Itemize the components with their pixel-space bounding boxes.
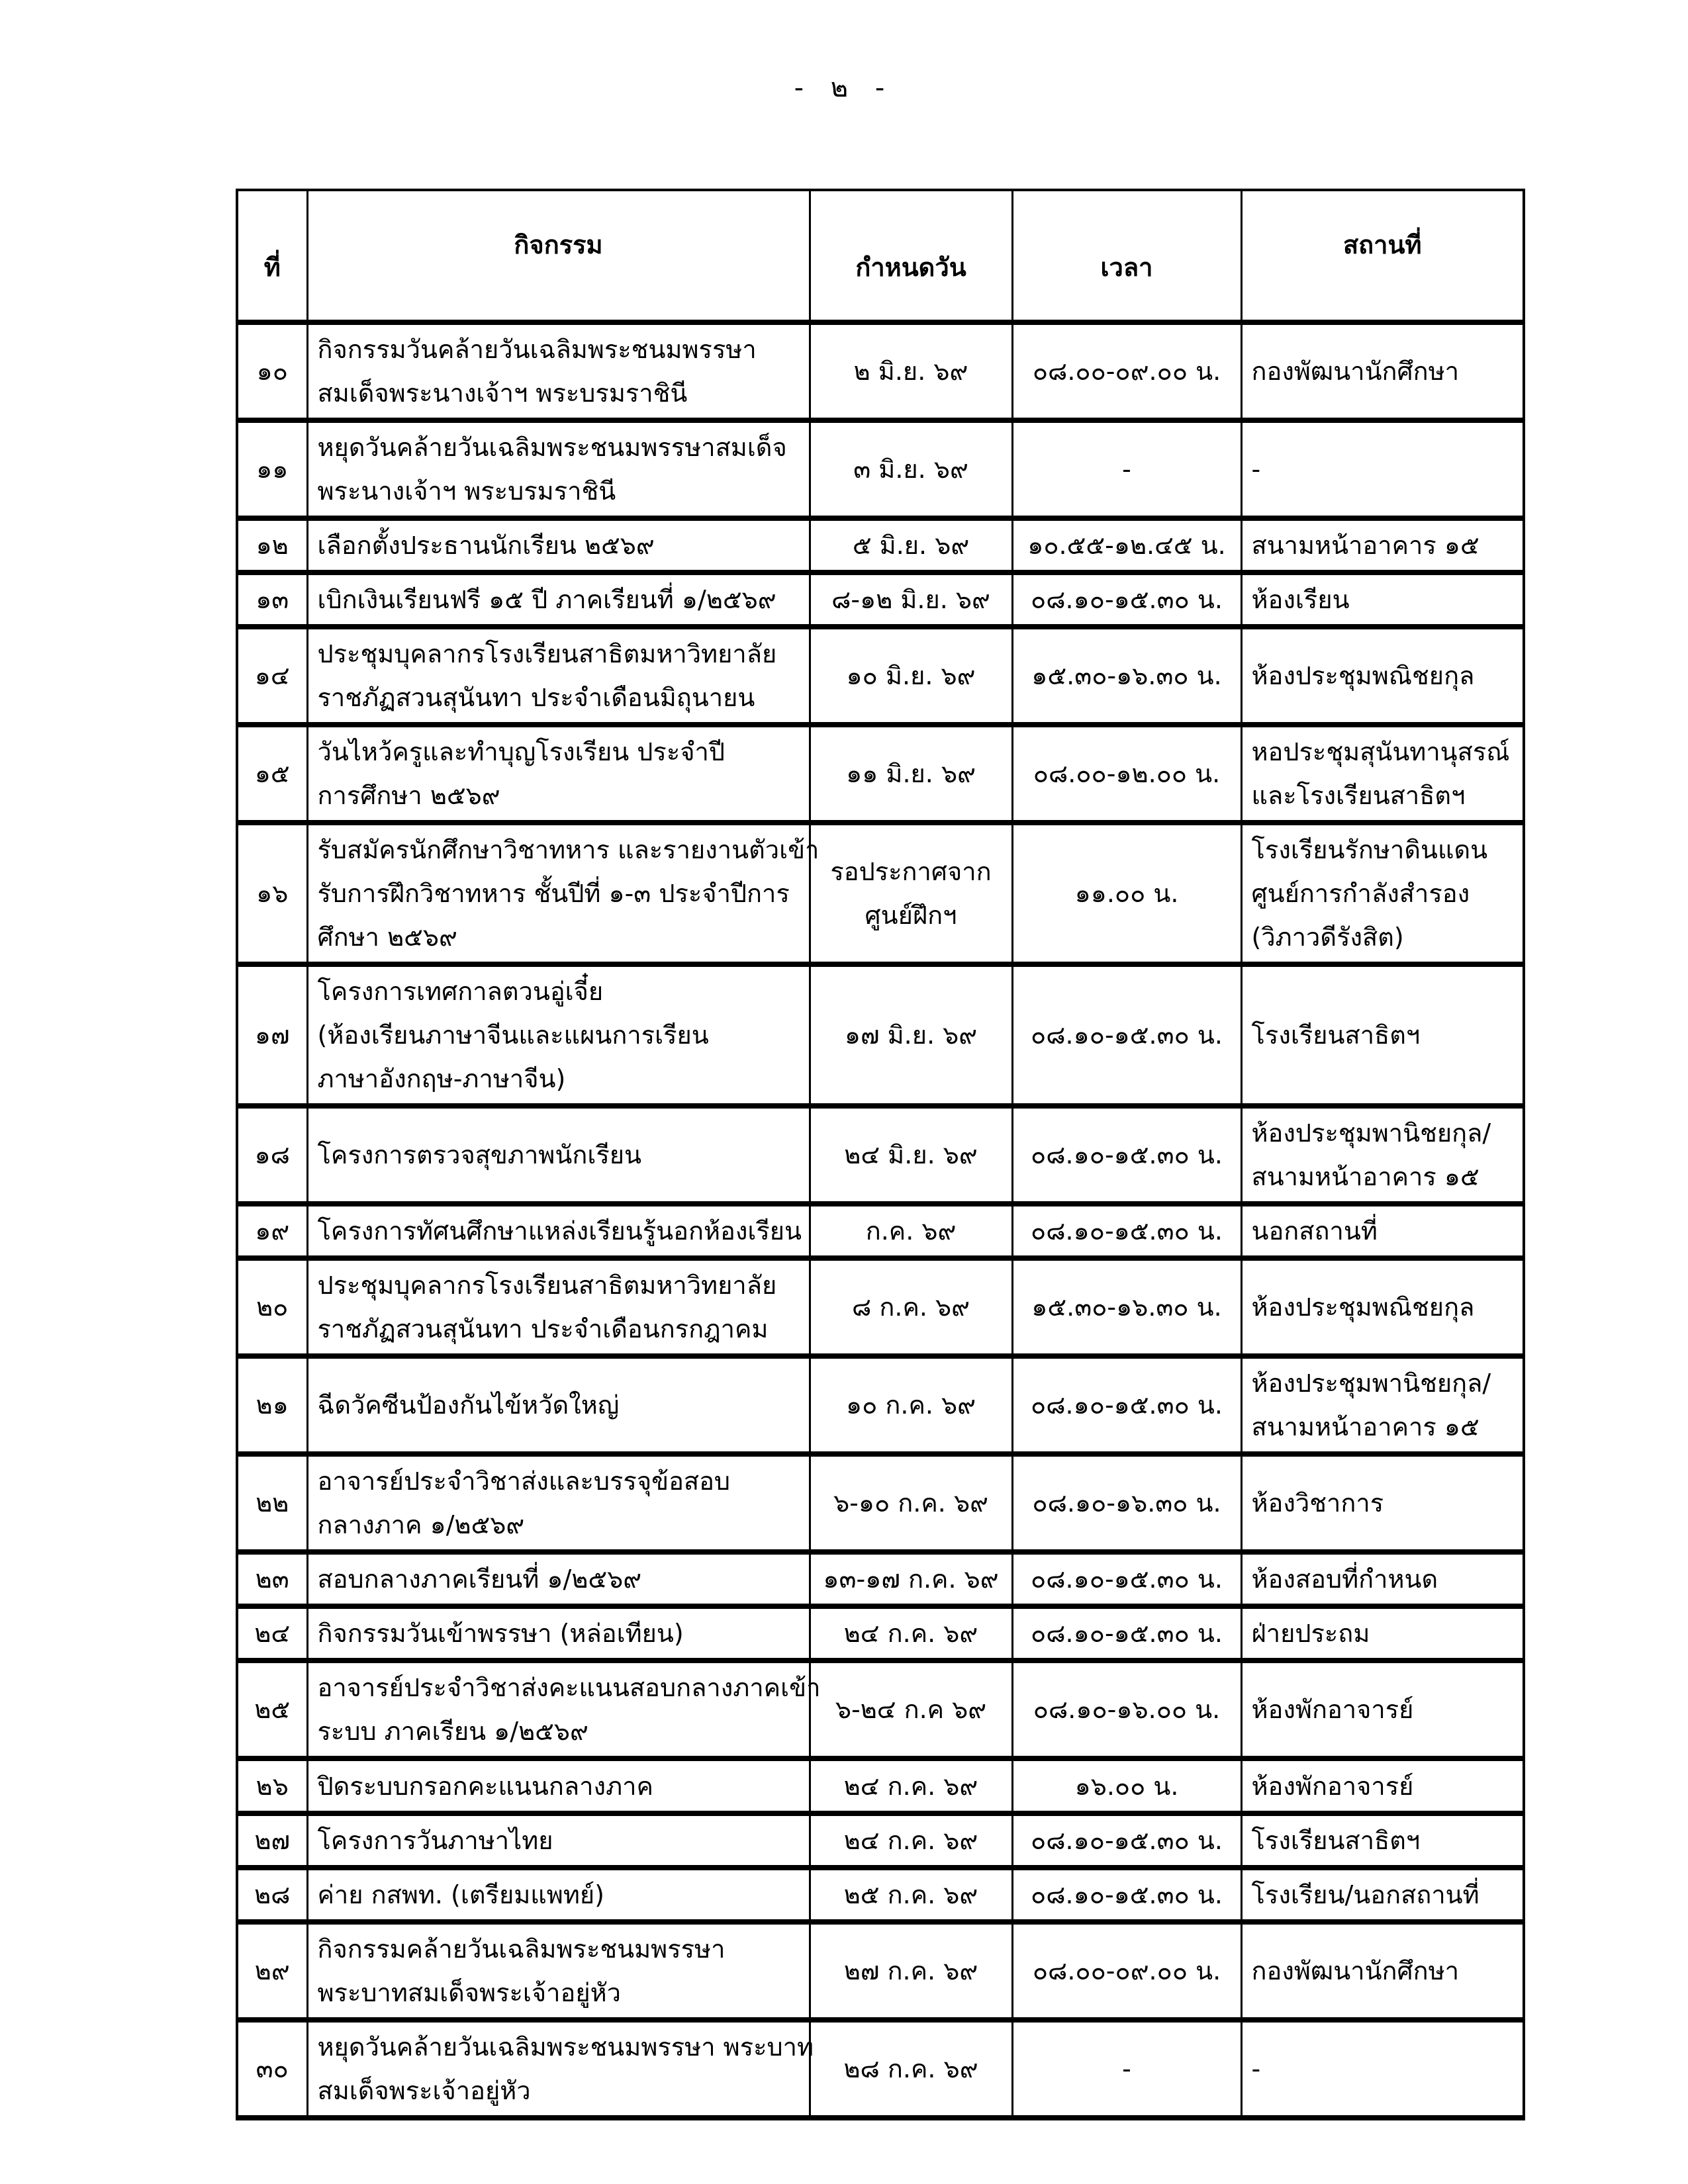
activity-text: อาจารย์ประจำวิชาส่งและบรรจุข้อสอบ <box>317 1467 731 1496</box>
activity-text: (ห้องเรียนภาษาจีนและแผนการเรียน <box>317 1021 709 1050</box>
date-text: ๖-๑๐ ก.ค. ๖๙ <box>833 1488 988 1518</box>
table-row <box>237 1922 1524 2020</box>
date-cell <box>810 420 1012 518</box>
place-text: ฝ่ายประถม <box>1251 1619 1370 1648</box>
time-cell: ๐๘.๐๐-๐๙.๐๐ น. <box>1012 322 1241 420</box>
activity-cell <box>307 420 810 518</box>
time-cell: ๐๘.๐๐-๐๙.๐๐ น. <box>1012 1922 1241 2020</box>
date-text: ๒๕ ก.ค. ๖๙ <box>843 1880 978 1909</box>
place-text: ห้องพักอาจารย์ <box>1251 1695 1414 1724</box>
activity-text: การศึกษา ๒๕๖๙ <box>317 781 500 810</box>
row-number: ๑๘ <box>237 1106 307 1204</box>
table-row <box>237 1606 1524 1661</box>
place-text: ห้องพักอาจารย์ <box>1251 1771 1414 1801</box>
date-cell <box>810 2020 1012 2118</box>
date-cell <box>810 1868 1012 1922</box>
place-text: โรงเรียน/นอกสถานที่ <box>1251 1880 1479 1909</box>
date-cell <box>810 1454 1012 1552</box>
table-body <box>237 322 1524 2118</box>
place-text: โรงเรียนสาธิตฯ <box>1251 1021 1421 1050</box>
activity-cell <box>307 1204 810 1258</box>
place-cell <box>1241 1204 1524 1258</box>
activity-cell <box>307 1606 810 1661</box>
activity-text: สอบกลางภาคเรียนที่ ๑/๒๕๖๙ <box>317 1565 642 1594</box>
activity-cell <box>307 1552 810 1606</box>
activity-text: ศึกษา ๒๕๖๙ <box>317 923 457 952</box>
table-row <box>237 627 1524 725</box>
place-cell <box>1241 1922 1524 2020</box>
place-text: ห้องวิชาการ <box>1251 1488 1384 1518</box>
date-text: ๒ มิ.ย. ๖๙ <box>853 357 968 386</box>
place-text: ห้องสอบที่กำหนด <box>1251 1565 1438 1594</box>
activity-text: กิจกรรมวันเข้าพรรษา (หล่อเทียน) <box>317 1619 684 1648</box>
place-text: โรงเรียนสาธิตฯ <box>1251 1826 1421 1855</box>
place-cell <box>1241 518 1524 572</box>
date-cell <box>810 725 1012 823</box>
date-cell <box>810 1758 1012 1813</box>
place-cell <box>1241 420 1524 518</box>
table-row <box>237 1661 1524 1758</box>
place-text: นอกสถานที่ <box>1251 1216 1378 1246</box>
time-cell: ๐๘.๑๐-๑๕.๓๐ น. <box>1012 1552 1241 1606</box>
table-row <box>237 1758 1524 1813</box>
place-cell <box>1241 1868 1524 1922</box>
row-number: ๒๔ <box>237 1606 307 1661</box>
table-row <box>237 322 1524 420</box>
row-number: ๑๕ <box>237 725 307 823</box>
place-text: กองพัฒนานักศึกษา <box>1251 1956 1460 1985</box>
header-time: เวลา <box>1012 190 1241 322</box>
date-cell <box>810 1204 1012 1258</box>
schedule-table <box>236 189 1525 2120</box>
activity-cell <box>307 1758 810 1813</box>
place-cell <box>1241 322 1524 420</box>
time-cell: ๑๖.๐๐ น. <box>1012 1758 1241 1813</box>
activity-cell <box>307 1356 810 1454</box>
date-cell <box>810 518 1012 572</box>
place-cell <box>1241 1552 1524 1606</box>
activity-cell <box>307 1106 810 1204</box>
table-row <box>237 964 1524 1106</box>
time-cell: ๐๘.๑๐-๑๕.๓๐ น. <box>1012 1813 1241 1868</box>
place-cell <box>1241 1258 1524 1356</box>
time-cell: - <box>1012 420 1241 518</box>
activity-cell <box>307 322 810 420</box>
place-text: ห้องประชุมพานิชยกุล/ <box>1251 1369 1491 1398</box>
row-number: ๒๖ <box>237 1758 307 1813</box>
place-text: สนามหน้าอาคาร ๑๕ <box>1251 1412 1479 1441</box>
place-text: กองพัฒนานักศึกษา <box>1251 357 1460 386</box>
date-cell <box>810 823 1012 964</box>
time-cell: ๐๘.๑๐-๑๖.๓๐ น. <box>1012 1454 1241 1552</box>
date-text: ๘ ก.ค. ๖๙ <box>851 1293 970 1322</box>
header-place: สถานที่ <box>1241 190 1524 322</box>
place-cell <box>1241 572 1524 627</box>
row-number: ๑๙ <box>237 1204 307 1258</box>
row-number: ๒๑ <box>237 1356 307 1454</box>
activity-text: โครงการเทศกาลตวนอู่เจี๋ย <box>317 977 604 1006</box>
date-text: ๑๓-๑๗ ก.ค. ๖๙ <box>823 1565 999 1594</box>
date-cell <box>810 1606 1012 1661</box>
activity-text: หยุดวันคล้ายวันเฉลิมพระชนมพรรษาสมเด็จ <box>317 433 787 462</box>
place-text: - <box>1251 455 1261 484</box>
time-cell: ๐๘.๐๐-๑๒.๐๐ น. <box>1012 725 1241 823</box>
date-text: ๒๗ ก.ค. ๖๙ <box>843 1956 978 1985</box>
activity-text: ประชุมบุคลากรโรงเรียนสาธิตมหาวิทยาลัย <box>317 1271 777 1300</box>
time-cell: - <box>1012 2020 1241 2118</box>
place-text: หอประชุมสุนันทานุสรณ์ <box>1251 737 1510 766</box>
date-text: ก.ค. ๖๙ <box>865 1216 957 1246</box>
table-row <box>237 823 1524 964</box>
place-text: ห้องประชุมพณิชยกุล <box>1251 1293 1475 1322</box>
activity-text: ฉีดวัคซีนป้องกันไข้หวัดใหญ่ <box>317 1390 620 1420</box>
date-cell <box>810 1356 1012 1454</box>
place-cell <box>1241 1106 1524 1204</box>
time-cell: ๑๕.๓๐-๑๖.๓๐ น. <box>1012 1258 1241 1356</box>
table-row <box>237 1106 1524 1204</box>
place-text: และโรงเรียนสาธิตฯ <box>1251 781 1466 810</box>
row-number: ๑๔ <box>237 627 307 725</box>
row-number: ๒๒ <box>237 1454 307 1552</box>
date-text: ๑๐ ก.ค. ๖๙ <box>845 1390 976 1420</box>
place-text: สนามหน้าอาคาร ๑๕ <box>1251 531 1479 560</box>
time-cell: ๐๘.๑๐-๑๕.๓๐ น. <box>1012 1106 1241 1204</box>
table-row <box>237 518 1524 572</box>
place-cell <box>1241 1758 1524 1813</box>
table-row <box>237 2020 1524 2118</box>
activity-text: ราชภัฏสวนสุนันทา ประจำเดือนมิถุนายน <box>317 683 755 712</box>
date-cell <box>810 1813 1012 1868</box>
activity-text: ปิดระบบกรอกคะแนนกลางภาค <box>317 1771 653 1801</box>
activity-cell <box>307 1454 810 1552</box>
date-text: ๒๔ มิ.ย. ๖๙ <box>844 1140 978 1169</box>
activity-cell <box>307 1661 821 1758</box>
row-number: ๑๖ <box>237 823 307 964</box>
row-number: ๒๓ <box>237 1552 307 1606</box>
header-date: กำหนดวัน <box>810 190 1012 322</box>
place-text: - <box>1251 2054 1261 2083</box>
place-text: สนามหน้าอาคาร ๑๕ <box>1251 1162 1479 1191</box>
time-cell: ๐๘.๑๐-๑๕.๓๐ น. <box>1012 572 1241 627</box>
activity-text: หยุดวันคล้ายวันเฉลิมพระชนมพรรษา พระบาท <box>317 2032 814 2062</box>
time-cell: ๑๕.๓๐-๑๖.๓๐ น. <box>1012 627 1241 725</box>
activity-cell <box>307 1258 810 1356</box>
header-activity: กิจกรรม <box>307 190 810 322</box>
date-cell <box>810 1552 1012 1606</box>
place-text: ห้องประชุมพณิชยกุล <box>1251 661 1475 690</box>
date-text: ๒๔ ก.ค. ๖๙ <box>843 1771 978 1801</box>
place-cell <box>1241 1661 1524 1758</box>
place-cell <box>1241 1454 1524 1552</box>
activity-cell <box>307 964 810 1106</box>
table-row <box>237 1454 1524 1552</box>
table-row <box>237 1552 1524 1606</box>
place-cell <box>1241 627 1524 725</box>
time-cell: ๑๐.๕๕-๑๒.๔๕ น. <box>1012 518 1241 572</box>
date-text: ๓ มิ.ย. ๖๙ <box>853 455 968 484</box>
place-text: (วิภาวดีรังสิต) <box>1251 923 1404 952</box>
table-row <box>237 1868 1524 1922</box>
date-text: รอประกาศจาก <box>830 857 992 886</box>
row-number: ๑๒ <box>237 518 307 572</box>
place-cell <box>1241 1356 1524 1454</box>
place-text: ห้องเรียน <box>1251 585 1350 614</box>
date-text: ๑๑ มิ.ย. ๖๙ <box>846 759 976 788</box>
time-cell: ๑๑.๐๐ น. <box>1012 823 1241 964</box>
activity-text: กลางภาค ๑/๒๕๖๙ <box>317 1510 525 1539</box>
place-text: ศูนย์การกำลังสำรอง <box>1251 879 1470 908</box>
time-cell: ๐๘.๑๐-๑๕.๓๐ น. <box>1012 1204 1241 1258</box>
activity-cell <box>307 1922 810 2020</box>
row-number: ๑๓ <box>237 572 307 627</box>
activity-cell <box>307 2020 814 2118</box>
activity-text: เลือกตั้งประธานนักเรียน ๒๕๖๙ <box>317 531 655 560</box>
activity-cell <box>307 627 810 725</box>
time-cell: ๐๘.๑๐-๑๕.๓๐ น. <box>1012 1606 1241 1661</box>
activity-text: สมเด็จพระเจ้าอยู่หัว <box>317 2076 531 2105</box>
row-number: ๒๕ <box>237 1661 307 1758</box>
time-cell: ๐๘.๑๐-๑๕.๓๐ น. <box>1012 1868 1241 1922</box>
activity-text: โครงการตรวจสุขภาพนักเรียน <box>317 1140 641 1169</box>
time-cell: ๐๘.๑๐-๑๕.๓๐ น. <box>1012 1356 1241 1454</box>
activity-cell <box>307 572 810 627</box>
date-text: ๒๔ ก.ค. ๖๙ <box>843 1619 978 1648</box>
table-row <box>237 1356 1524 1454</box>
table-row <box>237 1813 1524 1868</box>
activity-cell <box>307 1813 810 1868</box>
activity-text: ค่าย กสพท. (เตรียมแพทย์) <box>317 1880 604 1909</box>
activity-text: รับสมัครนักศึกษาวิชาทหาร และรายงานตัวเข้า <box>317 835 820 864</box>
activity-text: กิจกรรมคล้ายวันเฉลิมพระชนมพรรษา <box>317 1934 726 1964</box>
row-number: ๑๑ <box>237 420 307 518</box>
activity-text: อาจารย์ประจำวิชาส่งคะแนนสอบกลางภาคเข้า <box>317 1673 821 1702</box>
place-cell <box>1241 964 1524 1106</box>
date-text: ๑๐ มิ.ย. ๖๙ <box>846 661 976 690</box>
activity-text: วันไหว้ครูและทำบุญโรงเรียน ประจำปี <box>317 737 725 766</box>
place-cell <box>1241 823 1524 964</box>
date-text: ๖-๒๔ ก.ค ๖๙ <box>835 1695 987 1724</box>
activity-text: สมเด็จพระนางเจ้าฯ พระบรมราชินี <box>317 379 688 408</box>
date-cell <box>810 1106 1012 1204</box>
place-cell <box>1241 2020 1524 2118</box>
date-text: ๕ มิ.ย. ๖๙ <box>852 531 970 560</box>
page-number: - ๒ - <box>794 73 894 103</box>
date-cell <box>810 322 1012 420</box>
row-number: ๒๙ <box>237 1922 307 2020</box>
activity-text: โครงการวันภาษาไทย <box>317 1826 553 1855</box>
place-cell <box>1241 1813 1524 1868</box>
row-number: ๒๐ <box>237 1258 307 1356</box>
row-number: ๑๗ <box>237 964 307 1106</box>
row-number: ๑๐ <box>237 322 307 420</box>
row-number: ๒๗ <box>237 1813 307 1868</box>
date-cell <box>810 1661 1012 1758</box>
date-text: ๒๔ ก.ค. ๖๙ <box>843 1826 978 1855</box>
date-text: ๒๘ ก.ค. ๖๙ <box>843 2054 978 2083</box>
date-text: ๑๗ มิ.ย. ๖๙ <box>844 1021 978 1050</box>
table-row <box>237 1258 1524 1356</box>
time-cell: ๐๘.๑๐-๑๖.๐๐ น. <box>1012 1661 1241 1758</box>
activity-text: พระบาทสมเด็จพระเจ้าอยู่หัว <box>317 1978 621 2007</box>
place-cell <box>1241 1606 1524 1661</box>
row-number: ๒๘ <box>237 1868 307 1922</box>
date-cell <box>810 572 1012 627</box>
activity-text: โครงการทัศนศึกษาแหล่งเรียนรู้นอกห้องเรียน <box>317 1216 802 1246</box>
activity-text: ประชุมบุคลากรโรงเรียนสาธิตมหาวิทยาลัย <box>317 639 777 668</box>
activity-text: ระบบ ภาคเรียน ๑/๒๕๖๙ <box>317 1717 588 1746</box>
date-text: ศูนย์ฝึกฯ <box>865 901 957 930</box>
activity-text: ราชภัฏสวนสุนันทา ประจำเดือนกรกฎาคม <box>317 1314 769 1343</box>
place-text: โรงเรียนรักษาดินแดน <box>1251 835 1488 864</box>
date-cell <box>810 1258 1012 1356</box>
activity-cell <box>307 823 820 964</box>
date-text: ๘-๑๒ มิ.ย. ๖๙ <box>831 585 990 614</box>
activity-cell <box>307 1868 810 1922</box>
activity-text: รับการฝึกวิชาทหาร ชั้นปีที่ ๑-๓ ประจำปีการ <box>317 879 790 908</box>
date-cell <box>810 964 1012 1106</box>
table-row <box>237 1204 1524 1258</box>
time-cell: ๐๘.๑๐-๑๕.๓๐ น. <box>1012 964 1241 1106</box>
row-number: ๓๐ <box>237 2020 307 2118</box>
table-header-row <box>237 190 1524 322</box>
date-cell <box>810 627 1012 725</box>
activity-cell <box>307 725 810 823</box>
date-cell <box>810 1922 1012 2020</box>
activity-text: กิจกรรมวันคล้ายวันเฉลิมพระชนมพรรษา <box>317 335 757 364</box>
activity-text: เบิกเงินเรียนฟรี ๑๕ ปี ภาคเรียนที่ ๑/๒๕๖๙ <box>317 585 776 614</box>
activity-text: ภาษาอังกฤษ-ภาษาจีน) <box>317 1064 566 1093</box>
place-cell <box>1241 725 1524 823</box>
header-no: ที่ <box>237 190 307 322</box>
table-row <box>237 420 1524 518</box>
table-row <box>237 572 1524 627</box>
activity-cell <box>307 518 810 572</box>
activity-text: พระนางเจ้าฯ พระบรมราชินี <box>317 477 616 506</box>
place-text: ห้องประชุมพานิชยกุล/ <box>1251 1118 1491 1148</box>
table-row <box>237 725 1524 823</box>
